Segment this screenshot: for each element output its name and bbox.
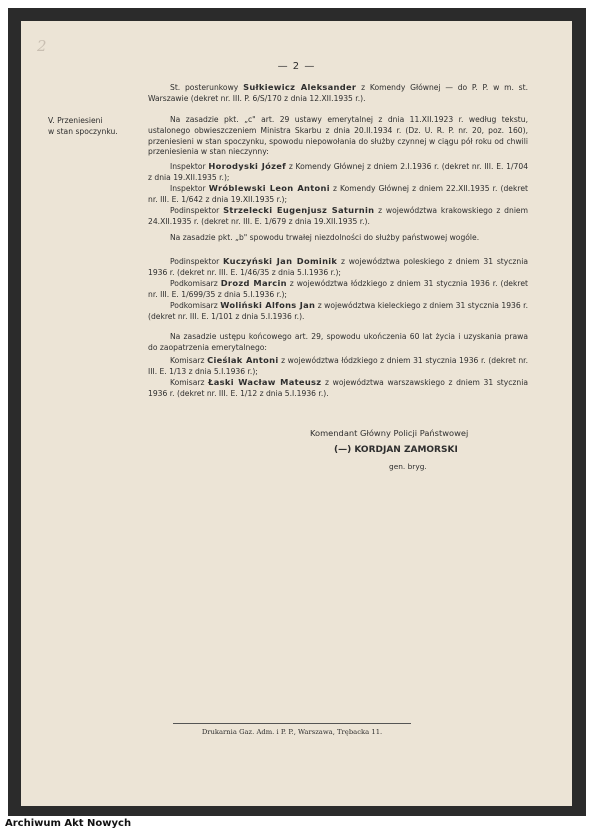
entry-details: z Komendy Głównej z dniem 2.I.1936 r. (dekret nr. III. E. 1/704 z dnia 19.XII.1935 r.); — [148, 162, 529, 182]
entry-b-3 — [148, 300, 528, 323]
entry-rank: St. posterunkowy — [170, 83, 239, 92]
entry-name: Strzelecki Eugenjusz Saturnin — [223, 205, 375, 215]
paragraph-c-text: Na zasadzie ustępu końcowego art. 29, spowodu ukończenia 60 lat życia i uzyskania prawa do zaopatrzenia emerytalnego: — [148, 332, 528, 352]
entry-name: Sułkiewicz Aleksander — [243, 82, 357, 92]
entry-name: Woliński Alfons Jan — [220, 300, 316, 310]
entry-name: Łaski Wacław Mateusz — [208, 377, 322, 387]
archive-watermark-label: Archiwum Akt Nowych — [5, 818, 132, 829]
entry-c-1 — [148, 355, 528, 378]
entry-rank: Podinspektor — [170, 206, 220, 215]
entry-name: Horodyski Józef — [208, 161, 287, 171]
handwritten-page-mark: 2 — [37, 37, 47, 55]
entry-rank: Podinspektor — [170, 257, 220, 266]
entry-details: z województwa łódzkiego z dniem 31 stycznia 1936 r. (dekret nr. III. E. 1/13 z dnia 5.I.1936 r.); — [148, 356, 529, 376]
entry-name: Kuczyński Jan Dominik — [223, 256, 338, 266]
entry-name: Drozd Marcin — [220, 278, 287, 288]
entry-rank: Podkomisarz — [170, 279, 218, 288]
section-title-line1: Przeniesieni — [57, 116, 103, 125]
section-title-line2: w stan spoczynku. — [48, 127, 118, 136]
page-number: — 2 — — [277, 61, 316, 72]
printer-footer: Drukarnia Gaz. Adm. i P. P., Warszawa, Trębacka 11. — [201, 728, 383, 736]
footer-divider — [173, 723, 411, 724]
entry-details: z województwa poleskiego z dniem 31 stycznia 1936 r. (dekret nr. III. E. 1/46/35 z dnia 5.I.1936 r.); — [148, 257, 528, 277]
entry-rank: Komisarz — [170, 378, 205, 387]
entry-details: z województwa warszawskiego z dniem 31 stycznia 1936 r. (dekret nr. III. E. 1/12 z dnia 5.I.1936 r.). — [148, 378, 528, 398]
section-heading — [48, 115, 148, 137]
entry-rank: Inspektor — [170, 184, 206, 193]
entry-rank: Podkomisarz — [170, 301, 218, 310]
entry-a-2 — [148, 183, 528, 206]
entry-b-2 — [148, 278, 528, 301]
section-number: V. — [48, 116, 55, 125]
entry-details: z województwa krakowskiego z dniem 24.XII.1935 r. (dekret nr. III. E. 1/679 z dnia 19.XII.1935 r.). — [148, 206, 528, 226]
document-page — [21, 21, 572, 806]
entry-c-2 — [148, 377, 528, 400]
entry-b-1 — [148, 256, 528, 279]
entry-name: Wróblewski Leon Antoni — [208, 183, 330, 193]
entry-details: z województwa kieleckiego z dniem 31 stycznia 1936 r. (dekret nr. III. E. 1/101 z dnia 5.I.1936 r.). — [148, 301, 528, 321]
signature-rank: gen. bryg. — [389, 462, 427, 471]
paragraph-a — [148, 115, 528, 158]
entry-details: z Komendy Głównej z dniem 22.XII.1935 r. (dekret nr. III. E. 1/642 z dnia 19.XII.1935 r.); — [148, 184, 528, 204]
intro-entry — [148, 82, 528, 105]
entry-a-1 — [148, 161, 528, 184]
entry-rank: Inspektor — [170, 162, 206, 171]
entry-a-3 — [148, 205, 528, 228]
paragraph-b-text: Na zasadzie pkt. „b" spowodu trwałej niezdolności do służby państwowej wogóle. — [170, 233, 480, 242]
paragraph-c — [148, 332, 528, 354]
entry-rank: Komisarz — [170, 356, 205, 365]
entry-name: Cieślak Antoni — [207, 355, 279, 365]
paragraph-b — [148, 233, 528, 244]
entry-details: z Komendy Głównej — do P. P. w m. st. Warszawie (dekret nr. III. P. 6/S/170 z dnia 12.XII.1935 r.). — [148, 83, 528, 103]
signature-name: (—) KORDJAN ZAMORSKI — [334, 445, 458, 455]
paragraph-a-text: Na zasadzie pkt. „c" art. 29 ustawy emerytalnej z dnia 11.XII.1923 r. według tekstu, ustalonego obwieszczeniem Ministra Skarbu z dnia 20.II.1934 r. (Dz. U. R. P. nr. 20, poz. 160), przeniesieni w stan spoczynku, spowodu niepowołania do służby czynnej w ciągu pół roku od chwili przeniesienia w stan nieczynny: — [148, 115, 528, 157]
entry-details: z województwa łódzkiego z dniem 31 stycznia 1936 r. (dekret nr. III. E. 1/699/35 z dnia 5.I.1936 r.); — [148, 279, 528, 299]
signature-title: Komendant Główny Policji Państwowej — [310, 428, 469, 438]
